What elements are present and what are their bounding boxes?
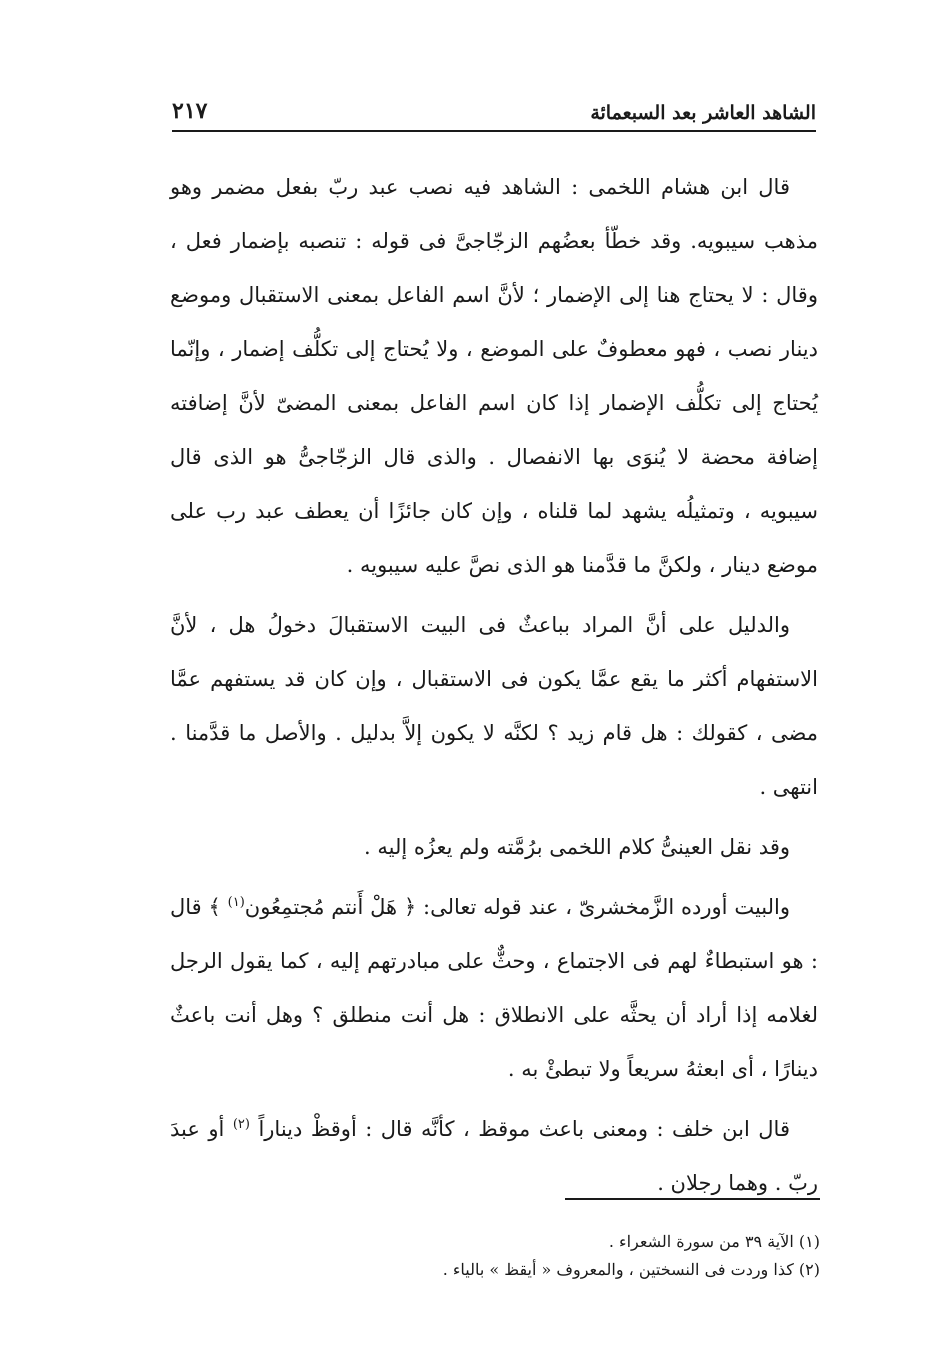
zamakhshari-text-end: ﴾ قال : هو استبطاءٌ لهم فى الاجتماع ، وحثٌّ على مبادرتهم إليه ، كما يقول الرجل لغلامه إذا أراد أن يحثَّه على الانطلاق : هل أنت منطلق ؟ وهل أنت باعثٌ دينارًا ، أى ابعثهُ سريعاً ولا تبطئْ به . <box>170 895 818 1081</box>
paragraph-ibn-hisham: قال ابن هشام اللخمى : الشاهد فيه نصب عبد ربّ بفعل مضمر وهو مذهب سيبويه. وقد خطّأ بعضُهم الزجّاجىَّ فى قوله : تنصبه بإضمار فعل ، وقال : لا يحتاج هنا إلى الإضمار ؛ لأنَّ اسم الفاعل بمعنى الاستقبال وموضع دينار نصب ، فهو معطوفٌ على الموضع ، ولا يُحتاج إلى تكلُّف إضمار ، وإنّما يُحتاج إلى تكلُّف الإضمار إذا كان اسم الفاعل بمعنى المضىّ لأنَّ إضافته إضافة محضة لا يُنوَى بها الانفصال . والذى قال الزجّاجىُّ هو الذى قال سيبويه ، وتمثيلُه يشهد لما قلناه ، وإن كان جائزًا أن يعطف عبد رب على موضع دينار ، ولكنَّ ما قدَّمنا هو الذى نصَّ عليه سيبويه . <box>170 175 818 577</box>
ibn-khalaf-text-end: أو عبدَ ربّ . وهما رجلان . <box>170 1117 818 1195</box>
paragraph-aini: وقد نقل العينىُّ كلام اللخمى برُمَّته ولم يعزُه إليه . <box>364 835 790 859</box>
paragraph-zamakhshari <box>170 880 818 1096</box>
footnote-1: (١) الآية ٣٩ من سورة الشعراء . <box>608 1232 820 1251</box>
page-header <box>172 90 816 132</box>
running-title: الشاهد العاشر بعد السبعمائة <box>590 102 816 124</box>
body-text <box>170 160 818 1210</box>
paragraph-evidence: والدليل على أنَّ المراد بباعثٌ فى البيت الاستقبالَ دخولُ هل ، لأنَّ الاستفهام أكثر ما يقع عمَّا يكون فى الاستقبال ، وإن كان قد يستفهم عمَّا مضى ، كقولك : هل قام زيد ؟ لكنَّه لا يكون إلاَّ بدليل . والأصل ما قدَّمنا . انتهى . <box>170 613 818 799</box>
footnote-ref-1[interactable]: (١) <box>227 895 245 910</box>
footnote-ref-2[interactable]: (٢) <box>232 1117 250 1132</box>
footnotes <box>300 1228 820 1284</box>
page-number: ٢١٧ <box>172 98 208 124</box>
paragraph-ibn-khalaf <box>170 1102 818 1210</box>
zamakhshari-text-start: والبيت أورده الزَّمخشرىّ ، عند قوله تعالى: ﴿ هَلْ أَنتم مُجتمِعُون <box>244 895 790 919</box>
footnote-2: (٢) كذا وردت فى النسختين ، والمعروف « أيقظ » بالياء . <box>442 1260 820 1279</box>
ibn-khalaf-text-start: قال ابن خلف : ومعنى باعث موقظ ، كأنَّه قال : أوقظْ ديناراً <box>249 1117 790 1141</box>
footnote-divider <box>565 1198 820 1200</box>
